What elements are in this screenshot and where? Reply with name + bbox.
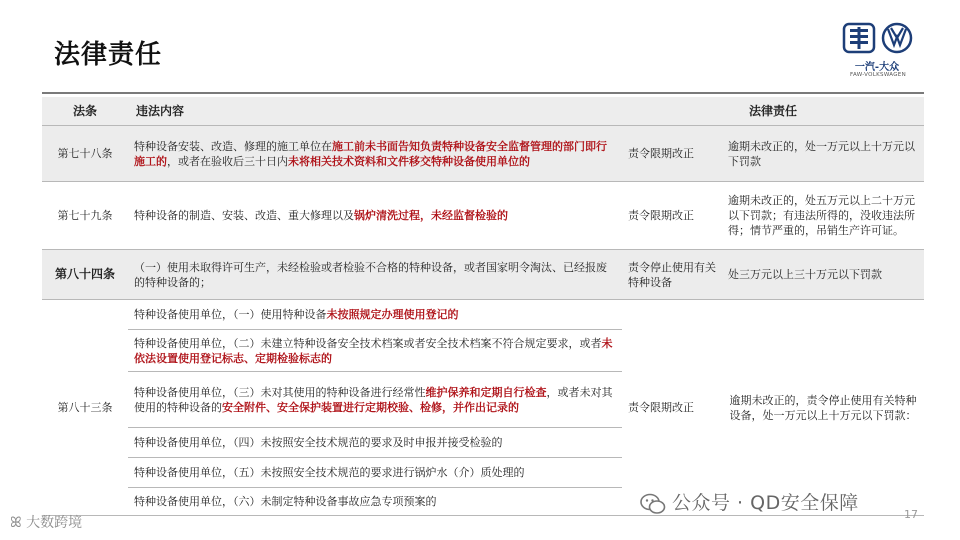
header-violation: 违法内容	[128, 97, 622, 126]
fine-cell: 处三万元以上三十万元以下罚款	[722, 250, 924, 300]
violation-text: 特种设备使用单位，（二）未建立特种设备安全技术档案或者安全技术档案不符合规定要求，或者	[134, 336, 602, 350]
logo-subcaption: FAW-VOLKSWAGEN	[849, 72, 906, 78]
table-row	[42, 182, 924, 250]
violation-text: 特种设备使用单位，（五）未按照安全技术规范的要求进行锅炉水（介）质处理的	[134, 466, 525, 479]
fine-cell: 逾期未改正的，责令停止使用有关特种设备，处一万元以上十万元以下罚款：	[722, 300, 924, 516]
violation-text: 特种设备安装、改造、修理的施工单位在	[134, 139, 332, 153]
liability-table	[42, 97, 924, 516]
logo-caption: 一汽-大众	[854, 62, 900, 73]
fine-cell: 逾期未改正的，处一万元以上十万元以下罚款	[722, 126, 924, 182]
violation-text: 特种设备使用单位，（四）未按照安全技术规范的要求及时申报并接受检验的	[134, 436, 503, 449]
penalty-cell: 责令停止使用有关特种设备	[622, 250, 722, 300]
article-cell: 第八十三条	[42, 300, 128, 516]
violation-cell	[128, 372, 622, 428]
violation-text: （一）使用未取得许可生产，未经检验或者检验不合格的特种设备，或者国家明令淘汰、已经报废的特种设备的；	[134, 260, 607, 289]
brand-text: 大数跨境	[26, 515, 83, 531]
violation-highlight: 未依法设置使用登记标志、定期检验标志的	[134, 336, 613, 365]
violation-cell	[128, 182, 622, 250]
violation-cell	[128, 250, 622, 300]
brand-icon: ꕤ	[10, 515, 27, 531]
violation-highlight: 维护保养和定期自行检查	[425, 385, 547, 399]
violation-cell	[128, 458, 622, 488]
header-liability: 法律责任	[622, 97, 924, 126]
brand-watermark	[10, 512, 82, 532]
wechat-text: 公众号 · QD安全保障	[672, 492, 859, 514]
violation-text: ，或者在验收后三十日内	[167, 154, 288, 168]
violation-text: 特种设备使用单位，（三）未对其使用的特种设备进行经常性	[134, 385, 426, 399]
wechat-watermark	[640, 488, 859, 517]
violation-text: 特种设备使用单位，（六）未制定特种设备事故应急专项预案的	[134, 495, 437, 508]
violation-cell	[128, 300, 622, 330]
penalty-cell: 责令限期改正	[622, 182, 722, 250]
vw-icon	[883, 24, 911, 52]
page-number: 17	[904, 508, 918, 521]
penalty-cell: 责令限期改正	[622, 300, 722, 516]
header-rule	[42, 92, 924, 94]
wechat-icon	[640, 491, 666, 517]
violation-text: 特种设备的制造、安装、改造、重大修理以及	[134, 209, 354, 222]
violation-highlight: 施工前未书面告知负责特种设备安全监督管理的部门即行施工的	[134, 139, 607, 168]
violation-cell	[128, 330, 622, 372]
violation-highlight: 锅炉清洗过程，未经监督检验的	[354, 209, 508, 222]
table-row	[42, 300, 924, 330]
header-article: 法条	[42, 97, 128, 126]
violation-text: ，或者未对其使用的特种设备的	[134, 385, 613, 414]
fine-cell: 逾期未改正的，处五万元以上二十万元以下罚款；有违法所得的，没收违法所得；情节严重的，吊销生产许可证。	[722, 182, 924, 250]
violation-highlight: 未按照规定办理使用登记的	[326, 308, 459, 321]
violation-highlight: 未将相关技术资料和文件移交特种设备使用单位的	[288, 154, 530, 168]
table-header-row	[42, 97, 924, 126]
article-cell: 第七十八条	[42, 126, 128, 182]
violation-cell	[128, 126, 622, 182]
article-cell: 第七十九条	[42, 182, 128, 250]
page-title: 法律责任	[54, 40, 163, 70]
faw-icon	[844, 24, 874, 52]
penalty-cell: 责令限期改正	[622, 126, 722, 182]
violation-text: 特种设备使用单位，（一）使用特种设备	[134, 308, 327, 321]
violation-cell	[128, 428, 622, 458]
article-cell: 第八十四条	[42, 250, 128, 300]
table-row	[42, 126, 924, 182]
violation-cell	[128, 488, 622, 516]
violation-highlight: 安全附件、安全保护装置进行定期校验、检修，并作出记录的	[222, 400, 519, 414]
table-row	[42, 250, 924, 300]
